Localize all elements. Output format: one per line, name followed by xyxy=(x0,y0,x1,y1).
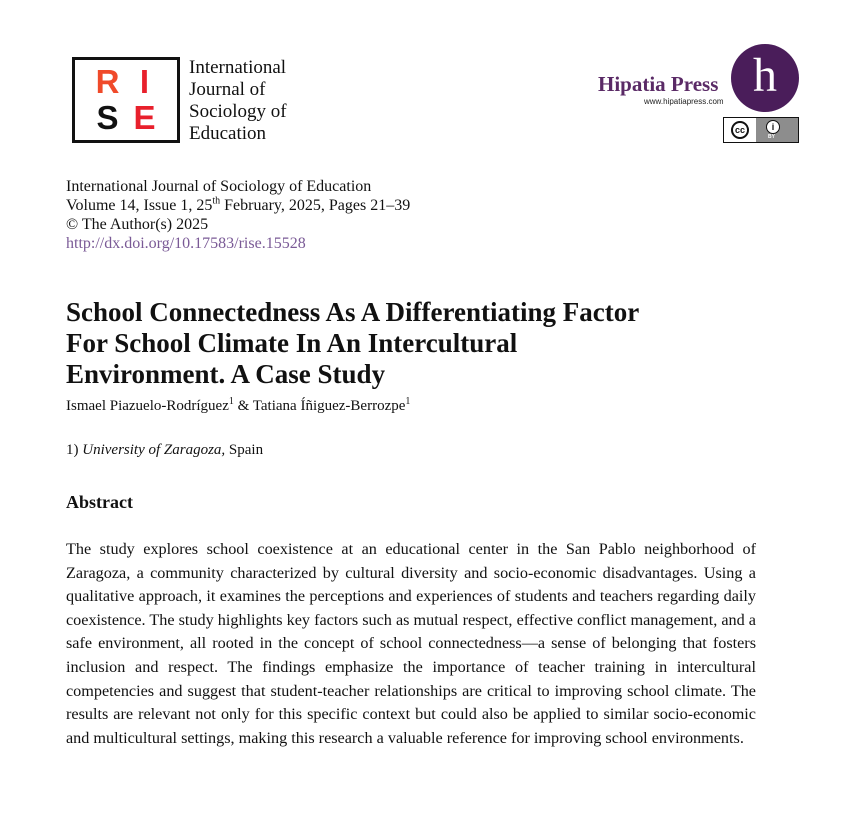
publisher-url[interactable]: www.hipatiapress.com xyxy=(644,97,724,106)
cc-icon-area xyxy=(724,118,756,142)
author-1: Ismael Piazuelo-Rodríguez xyxy=(66,398,229,414)
cc-icon: cc xyxy=(731,121,749,139)
copyright: © The Author(s) 2025 xyxy=(66,216,209,233)
logo-letter-i: I xyxy=(139,63,150,100)
author-separator: & xyxy=(233,398,253,414)
volume-superscript: th xyxy=(212,195,221,207)
author-2-affiliation: 1 xyxy=(405,396,411,407)
rise-logo xyxy=(72,57,180,143)
volume-suffix: February, 2025, Pages 21–39 xyxy=(220,197,411,214)
publisher-logo-icon xyxy=(731,44,799,112)
paper-title xyxy=(66,297,766,390)
publisher-logo-letter: h xyxy=(753,49,777,102)
journal-name-line: Journal of xyxy=(189,79,266,100)
by-area xyxy=(756,118,798,142)
title-line: School Connectedness As A Differentiating Factor xyxy=(66,297,640,327)
journal-title: International Journal of Sociology of Education xyxy=(66,178,372,195)
by-label: BY xyxy=(768,134,775,140)
affiliation-institution: University of Zaragoza, xyxy=(82,442,226,458)
title-line: Environment. A Case Study xyxy=(66,359,386,389)
abstract-text: The study explores school coexistence at an educational center in the San Pablo neighborhood of Zaragoza, a community characterized by cultural diversity and socio-economic disadvantages. Using a qualitative approach, it examines the perceptions and experiences of students and teachers regarding daily coexistence. The study highlights key factors such as mutual respect, effective conflict management, and a safe environment, all rooted in the concept of school connectedness—a sense of belonging that fosters inclusion and respect. The findings emphasize the importance of teacher training in intercultural competencies and suggest that student-teacher relationships are critical to improving school climate. The results are relevant not only for this specific context but could also be applied to similar socio-economic and multicultural settings, making this research a valuable reference for improving school environments. xyxy=(66,540,756,747)
logo-letter-s: S xyxy=(96,99,119,136)
journal-name-line: Education xyxy=(189,123,267,144)
journal-name-line: Sociology of xyxy=(189,101,287,122)
volume-prefix: Volume 14, Issue 1, 25 xyxy=(66,197,213,214)
publication-metadata xyxy=(66,177,410,253)
affiliation xyxy=(66,442,263,459)
abstract-heading: Abstract xyxy=(66,492,133,512)
title-line: For School Climate In An Intercultural xyxy=(66,328,518,358)
cc-by-license-badge[interactable] xyxy=(723,117,799,143)
affiliation-country: Spain xyxy=(225,442,264,458)
authors xyxy=(66,398,410,415)
affiliation-number: 1) xyxy=(66,442,83,458)
author-2: Tatiana Íñiguez-Berrozpe xyxy=(252,398,406,414)
journal-name-logo-text xyxy=(189,57,329,145)
author-1-affiliation: 1 xyxy=(228,396,234,407)
journal-name-line: International xyxy=(189,57,287,78)
volume-info xyxy=(66,196,410,215)
logo-letter-e: E xyxy=(133,99,156,136)
attribution-icon: i xyxy=(766,120,780,134)
logo-letter-r: R xyxy=(95,63,120,100)
publisher-name: Hipatia Press xyxy=(598,72,719,96)
doi-link[interactable]: http://dx.doi.org/10.17583/rise.15528 xyxy=(66,235,306,252)
